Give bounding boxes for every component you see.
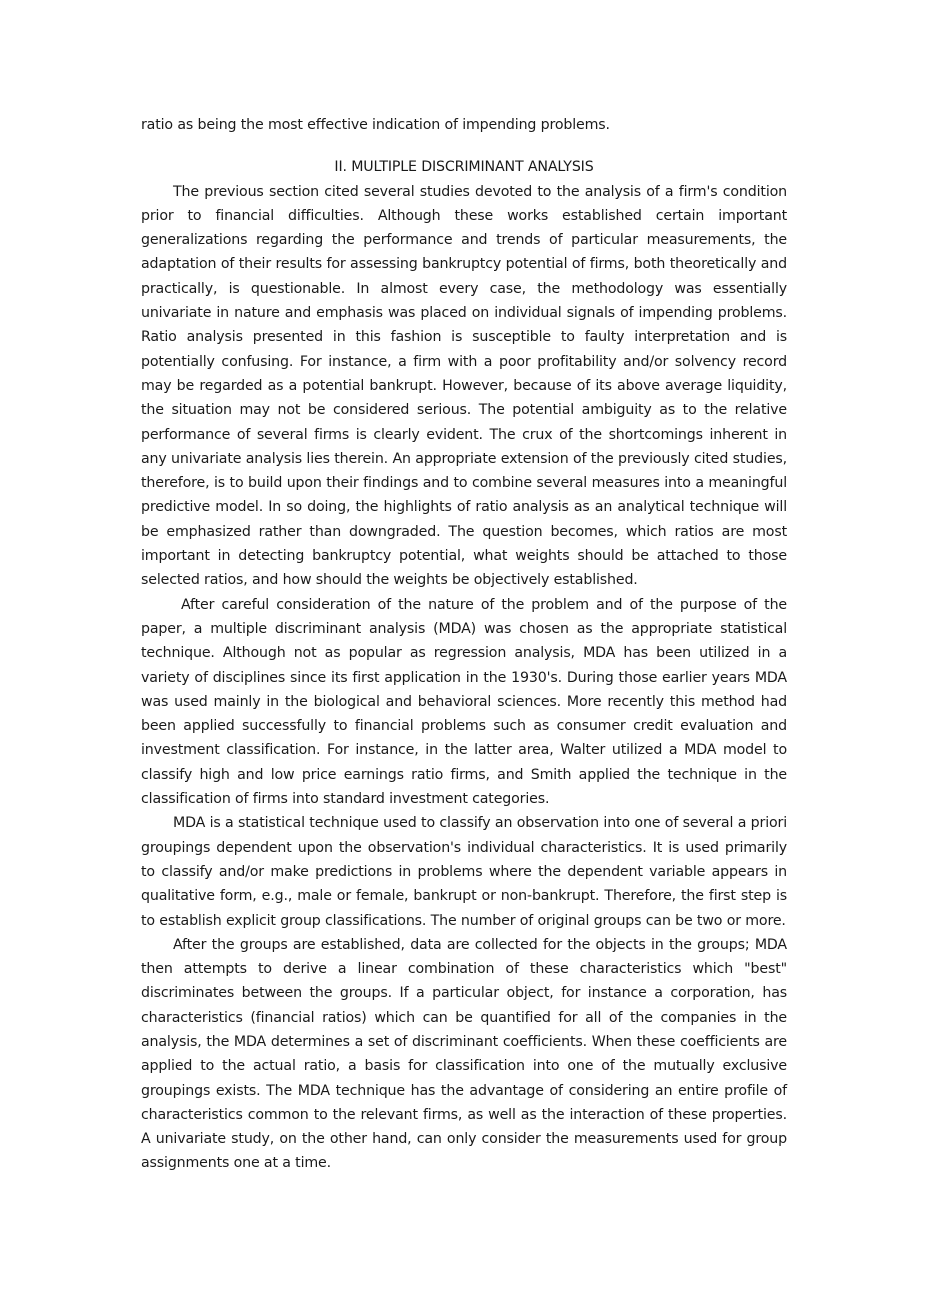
document-page — [141, 113, 787, 1176]
paragraph-univariate-limitations: The previous section cited several studies devoted to the analysis of a firm's condition prior to financial difficulties. Although these works established certain important generalizations regarding the performance and trends of particular measurements, the adaptation of their results for assessing bankruptcy potential of firms, both theoretically and practically, is questionable. In almost every case, the methodology was essentially univariate in nature and emphasis was placed on individual signals of impending problems. Ratio analysis presented in this fashion is susceptible to faulty interpretation and is potentially confusing. For instance, a firm with a poor profitability and/or solvency record may be regarded as a potential bankrupt. However, because of its above average liquidity, the situation may not be considered serious. The potential ambiguity as to the relative performance of several firms is clearly evident. The crux of the shortcomings inherent in any univariate analysis lies therein. An appropriate extension of the previously cited studies, therefore, is to build upon their findings and to combine several measures into a meaningful predictive model. In so doing, the highlights of ratio analysis as an analytical technique will be emphasized rather than downgraded. The question becomes, which ratios are most important in detecting bankruptcy potential, what weights should be attached to those selected ratios, and how should the weights be objectively established. — [141, 183, 787, 589]
section-heading: II. MULTIPLE DISCRIMINANT ANALYSIS — [334, 159, 594, 176]
paragraph-mda-choice: After careful consideration of the nature of the problem and of the purpose of the paper, a multiple discriminant analysis (MDA) was chosen as the appropriate statistical technique. Although not as popular as regression analysis, MDA has been utilized in a variety of disciplines since its first application in the 1930's. During those earlier years MDA was used mainly in the biological and behavioral sciences. More recently this method had been applied successfully to financial problems such as consumer credit evaluation and investment classification. For instance, in the latter area, Walter utilized a MDA model to classify high and low price earnings ratio firms, and Smith applied the technique in the classification of firms into standard investment categories. — [141, 596, 787, 808]
paragraph-mda-definition: MDA is a statistical technique used to classify an observation into one of several a priori groupings dependent upon the observation's individual characteristics. It is used primarily to classify and/or make predictions in problems where the dependent variable appears in qualitative form, e.g., male or female, bankrupt or non-bankrupt. Therefore, the first step is to establish explicit group classifications. The number of original groups can be two or more. — [141, 815, 787, 929]
continuation-text: ratio as being the most effective indication of impending problems. — [141, 117, 610, 133]
paragraph-mda-procedure: After the groups are established, data are collected for the objects in the groups; MDA then attempts to derive a linear combination of these characteristics which "best" discriminates between the groups. If a particular object, for instance a corporation, has characteristics (financial ratios) which can be quantified for all of the companies in the analysis, the MDA determines a set of discriminant coefficients. When these coefficients are applied to the actual ratio, a basis for classification into one of the mutually exclusive groupings exists. The MDA technique has the advantage of considering an entire profile of characteristics common to the relevant firms, as well as the interaction of these properties. A univariate study, on the other hand, can only consider the measurements used for group assignments one at a time. — [141, 936, 787, 1172]
